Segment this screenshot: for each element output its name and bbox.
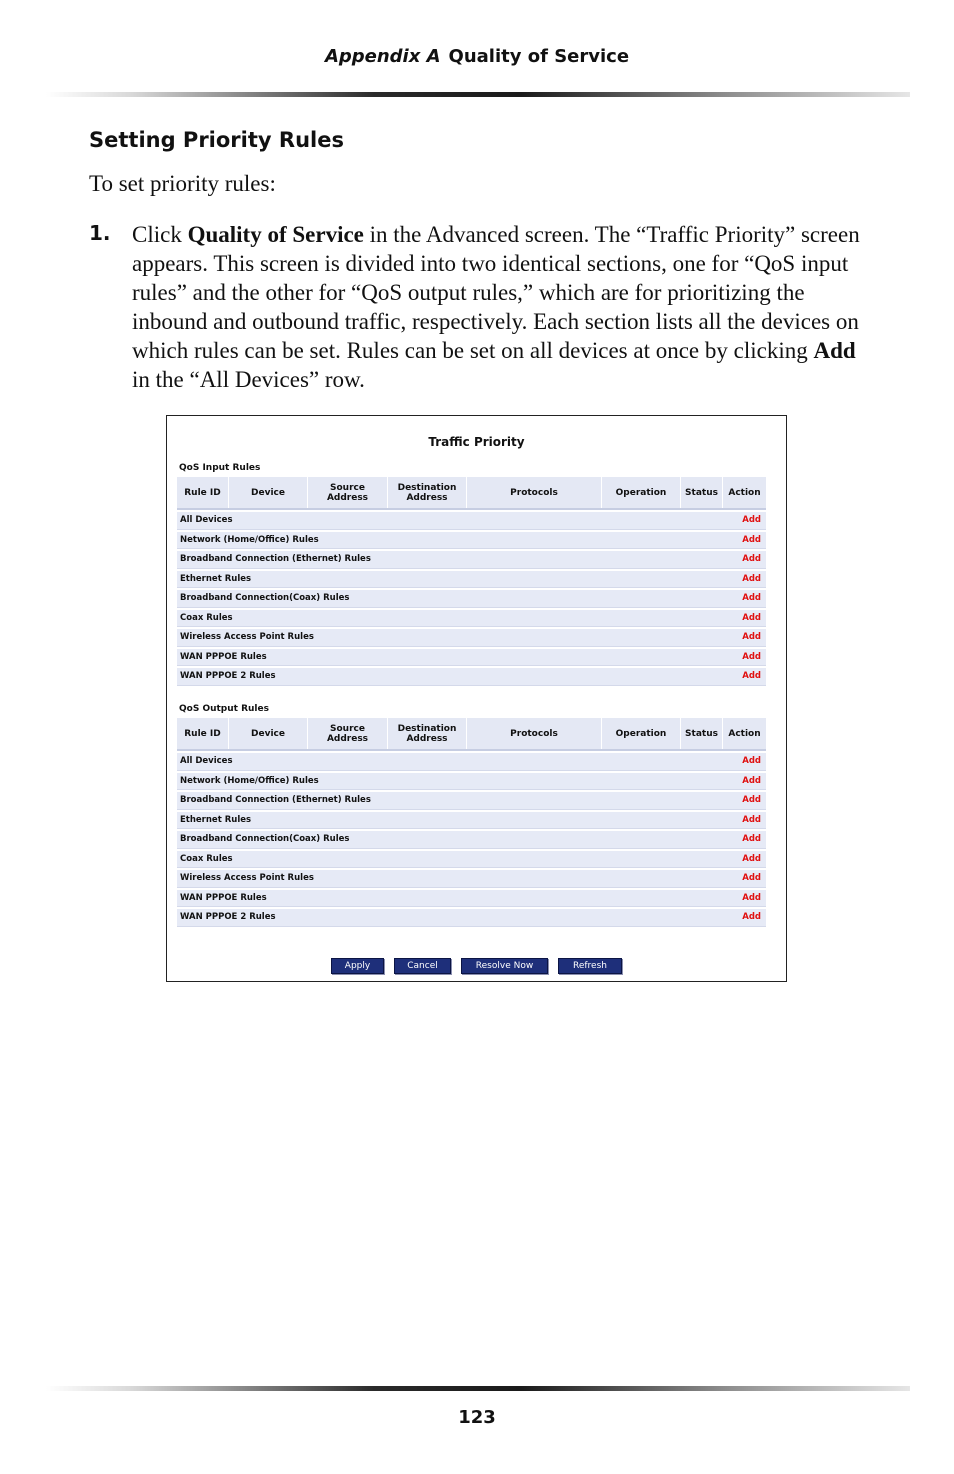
resolve-now-button[interactable]: Resolve Now bbox=[461, 958, 548, 974]
table-row bbox=[177, 668, 766, 686]
col-rule-id: Rule ID bbox=[177, 718, 229, 749]
row-label: Coax Rules bbox=[180, 612, 233, 623]
row-label: All Devices bbox=[180, 756, 233, 767]
add-link[interactable]: Add bbox=[742, 775, 761, 786]
step-text-part: in the Advanced screen. The “Traffic Priority” screen appears. This screen is divided into two identical sections, one for “QoS input rules” and the other for “QoS output rules,” which are for prioritizing the inbound and outbound traffic, respectively. Each section lists all the devices on which rules can be set. Rules can be set on all devices at once by clicking bbox=[132, 222, 860, 363]
step-bold-add: Add bbox=[813, 338, 856, 363]
appendix-label: Appendix A bbox=[324, 46, 441, 67]
add-link[interactable]: Add bbox=[742, 853, 761, 864]
col-protocols: Protocols bbox=[467, 718, 602, 749]
table-row bbox=[177, 831, 766, 849]
step-text-part: in the “All Devices” row. bbox=[132, 367, 365, 392]
table-row bbox=[177, 792, 766, 810]
add-link[interactable]: Add bbox=[742, 554, 761, 565]
table-row bbox=[177, 590, 766, 608]
add-link[interactable]: Add bbox=[742, 573, 761, 584]
apply-button[interactable]: Apply bbox=[331, 958, 384, 974]
button-bar bbox=[167, 958, 786, 974]
table-row bbox=[177, 753, 766, 771]
table-header bbox=[177, 718, 766, 751]
row-label: WAN PPPOE 2 Rules bbox=[180, 912, 276, 923]
col-destination-address: Destination Address bbox=[388, 718, 467, 749]
col-source-address: Source Address bbox=[308, 477, 388, 508]
header-rule bbox=[46, 92, 910, 97]
table-row bbox=[177, 773, 766, 791]
refresh-button[interactable]: Refresh bbox=[558, 958, 622, 974]
add-link[interactable]: Add bbox=[742, 593, 761, 604]
add-link[interactable]: Add bbox=[742, 671, 761, 682]
col-operation: Operation bbox=[602, 477, 681, 508]
add-link[interactable]: Add bbox=[742, 515, 761, 526]
input-rules-label: QoS Input Rules bbox=[179, 463, 261, 473]
row-label: Broadband Connection (Ethernet) Rules bbox=[180, 554, 371, 565]
row-label: WAN PPPOE Rules bbox=[180, 892, 267, 903]
add-link[interactable]: Add bbox=[742, 756, 761, 767]
row-label: Network (Home/Office) Rules bbox=[180, 534, 319, 545]
table-row bbox=[177, 870, 766, 888]
col-destination-address: Destination Address bbox=[388, 477, 467, 508]
table-row bbox=[177, 551, 766, 569]
table-header bbox=[177, 477, 766, 510]
col-rule-id: Rule ID bbox=[177, 477, 229, 508]
col-device: Device bbox=[229, 477, 308, 508]
col-source-address: Source Address bbox=[308, 718, 388, 749]
row-label: WAN PPPOE Rules bbox=[180, 651, 267, 662]
screenshot-title: Traffic Priority bbox=[428, 435, 525, 449]
table-row bbox=[177, 610, 766, 628]
add-link[interactable]: Add bbox=[742, 892, 761, 903]
row-label: Coax Rules bbox=[180, 853, 233, 864]
row-label: Ethernet Rules bbox=[180, 573, 252, 584]
row-label: Broadband Connection(Coax) Rules bbox=[180, 834, 350, 845]
add-link[interactable]: Add bbox=[742, 651, 761, 662]
running-header bbox=[0, 46, 954, 67]
row-label: Network (Home/Office) Rules bbox=[180, 775, 319, 786]
row-label: All Devices bbox=[180, 515, 233, 526]
step-bold-qos: Quality of Service bbox=[187, 222, 364, 247]
add-link[interactable]: Add bbox=[742, 534, 761, 545]
table-row bbox=[177, 571, 766, 589]
section-heading: Setting Priority Rules bbox=[89, 128, 344, 152]
add-link[interactable]: Add bbox=[742, 873, 761, 884]
input-rules-table bbox=[177, 477, 766, 686]
col-action: Action bbox=[728, 728, 761, 739]
table-row bbox=[177, 649, 766, 667]
page-number: 123 bbox=[458, 1407, 496, 1428]
step-number: 1. bbox=[89, 221, 111, 245]
row-label: Broadband Connection(Coax) Rules bbox=[180, 593, 350, 604]
add-link[interactable]: Add bbox=[742, 612, 761, 623]
cancel-button[interactable]: Cancel bbox=[394, 958, 451, 974]
add-link[interactable]: Add bbox=[742, 632, 761, 643]
add-link[interactable]: Add bbox=[742, 814, 761, 825]
add-link[interactable]: Add bbox=[742, 912, 761, 923]
table-row bbox=[177, 629, 766, 647]
table-row bbox=[177, 909, 766, 927]
table-row bbox=[177, 512, 766, 530]
row-label: Ethernet Rules bbox=[180, 814, 252, 825]
col-device: Device bbox=[229, 718, 308, 749]
table-row bbox=[177, 851, 766, 869]
step-text-part: Click bbox=[132, 222, 188, 247]
col-status: Status bbox=[681, 477, 723, 508]
col-action: Action bbox=[728, 487, 761, 498]
add-link[interactable]: Add bbox=[742, 795, 761, 806]
col-operation: Operation bbox=[602, 718, 681, 749]
row-label: Wireless Access Point Rules bbox=[180, 873, 314, 884]
col-status: Status bbox=[681, 718, 723, 749]
chapter-title: Quality of Service bbox=[448, 46, 630, 67]
output-rules-table bbox=[177, 718, 766, 927]
table-row bbox=[177, 532, 766, 550]
col-protocols: Protocols bbox=[467, 477, 602, 508]
intro-text: To set priority rules: bbox=[89, 171, 276, 196]
output-rules-label: QoS Output Rules bbox=[179, 704, 269, 714]
add-link[interactable]: Add bbox=[742, 834, 761, 845]
row-label: Wireless Access Point Rules bbox=[180, 632, 314, 643]
table-row bbox=[177, 890, 766, 908]
row-label: Broadband Connection (Ethernet) Rules bbox=[180, 795, 371, 806]
row-label: WAN PPPOE 2 Rules bbox=[180, 671, 276, 682]
traffic-priority-screenshot bbox=[166, 415, 787, 982]
step-text bbox=[132, 220, 872, 394]
table-row bbox=[177, 812, 766, 830]
footer-rule bbox=[46, 1386, 910, 1391]
